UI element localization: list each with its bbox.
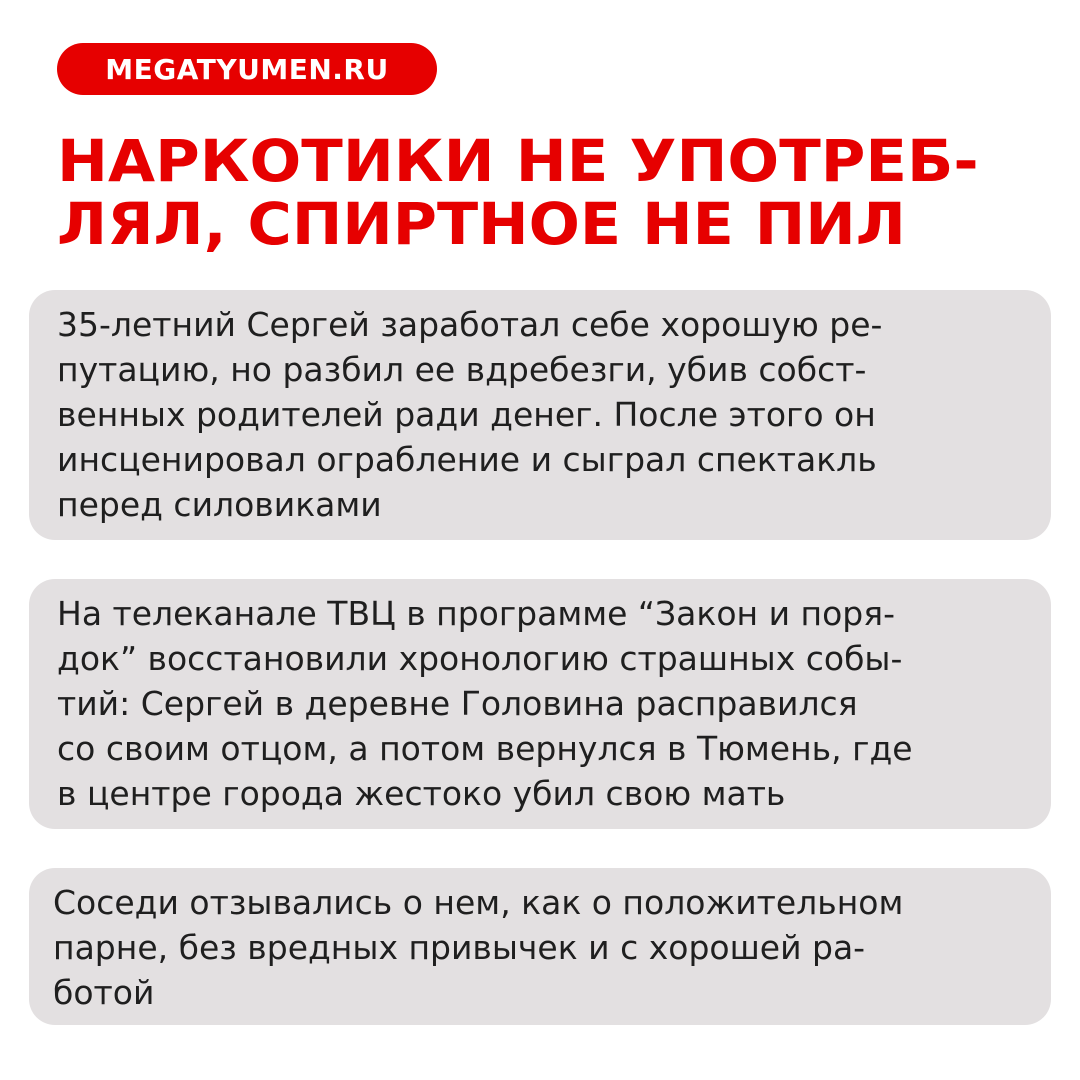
text-card-1-body — [57, 302, 882, 527]
text-card-1-line-1: 35-летний Сергей заработал себе хорошую ре- — [57, 305, 883, 344]
text-card-3-body — [53, 880, 903, 1015]
text-card-1 — [29, 290, 1051, 540]
text-card-1-line-5: перед силовиками — [57, 485, 382, 524]
text-card-2-line-4: со своим отцом, а потом вернулся в Тюмень, где — [57, 729, 913, 768]
text-card-3-line-2: парне, без вредных привычек и с хорошей ра- — [53, 928, 866, 967]
headline-line-2: ЛЯЛ, СПИРТНОЕ НЕ ПИЛ — [57, 190, 906, 258]
text-card-1-line-3: венных родителей ради денег. После этого он — [57, 395, 876, 434]
text-card-2-line-5: в центре города жестоко убил свою мать — [57, 774, 786, 813]
site-badge — [57, 43, 437, 95]
text-card-1-line-4: инсценировал ограбление и сыграл спектакль — [57, 440, 877, 479]
text-card-2-body — [57, 591, 913, 816]
text-card-2 — [29, 579, 1051, 829]
text-card-1-line-2: путацию, но разбил ее вдребезги, убив собст- — [57, 350, 867, 389]
text-card-2-line-3: тий: Сергей в деревне Головина расправился — [57, 684, 858, 723]
site-badge-label: MEGATYUMEN.RU — [105, 52, 389, 86]
text-card-2-line-2: док” восстановили хронологию страшных собы- — [57, 639, 903, 678]
text-card-2-line-1: На телеканале ТВЦ в программе “Закон и поря- — [57, 594, 896, 633]
headline — [57, 127, 1037, 258]
text-card-3-line-1: Соседи отзывались о нем, как о положительном — [53, 883, 904, 922]
headline-line-1: НАРКОТИКИ НЕ УПОТРЕБ- — [57, 127, 979, 195]
text-card-3 — [29, 868, 1051, 1025]
text-card-3-line-3: ботой — [53, 973, 155, 1012]
